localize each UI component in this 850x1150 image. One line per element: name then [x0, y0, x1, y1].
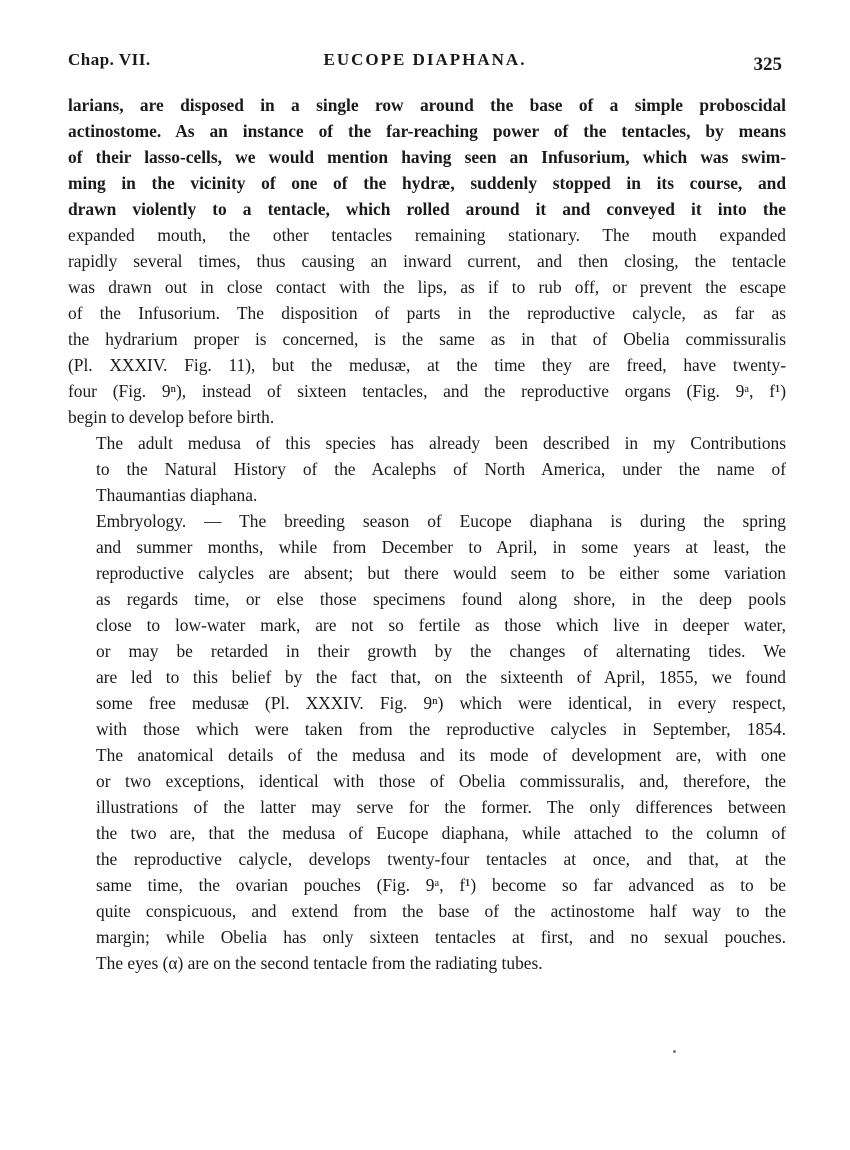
text-line: larians, are disposed in a single row around the base of a simple proboscidal	[68, 95, 786, 115]
body-text	[68, 92, 786, 976]
text-line: with those which were taken from the reproductive calycles in September, 1854.	[96, 719, 786, 739]
text-line: the two are, that the medusa of Eucope diaphana, while attached to the column of	[96, 823, 786, 843]
text-line: ming in the vicinity of one of the hydræ, suddenly stopped in its course, and	[68, 173, 786, 193]
page-number: 325	[753, 54, 782, 75]
text-line: of the Infusorium. The disposition of parts in the reproductive calycle, as far as	[68, 303, 786, 323]
stray-speck	[673, 1050, 676, 1053]
text-line: was drawn out in close contact with the lips, as if to rub off, or prevent the escape	[68, 277, 786, 297]
paragraph-3	[68, 508, 786, 976]
text-line: close to low-water mark, are not so fertile as those which live in deeper water,	[96, 615, 786, 635]
text-line: (Pl. XXXIV. Fig. 11), but the medusæ, at the time they are freed, have twenty-	[68, 355, 786, 375]
text-line: of their lasso-cells, we would mention having seen an Infusorium, which was swim-	[68, 147, 786, 167]
text-line: and summer months, while from December to April, in some years at least, the	[96, 537, 786, 557]
paragraph-2	[68, 430, 786, 508]
text-line: four (Fig. 9ⁿ), instead of sixteen tentacles, and the reproductive organs (Fig. 9ᵃ, f¹)	[68, 381, 786, 401]
text-line: as regards time, or else those specimens found along shore, in the deep pools	[96, 589, 786, 609]
text-line: the reproductive calycle, develops twenty-four tentacles at once, and that, at the	[96, 849, 786, 869]
text-line: The adult medusa of this species has already been described in my Contributions	[96, 433, 786, 453]
text-line: begin to develop before birth.	[68, 407, 275, 427]
text-line: the hydrarium proper is concerned, is the same as in that of Obelia commissuralis	[68, 329, 786, 349]
text-line: to the Natural History of the Acalephs of North America, under the name of	[96, 459, 786, 479]
text-line: illustrations of the latter may serve for the former. The only differences between	[96, 797, 786, 817]
chapter-label: Chap. VII.	[68, 50, 151, 69]
text-line: Thaumantias diaphana.	[96, 485, 258, 505]
text-line: quite conspicuous, and extend from the base of the actinostome half way to the	[96, 901, 786, 921]
text-line: actinostome. As an instance of the far-reaching power of the tentacles, by means	[68, 121, 786, 141]
text-line: same time, the ovarian pouches (Fig. 9ᵃ, f¹) become so far advanced as to be	[96, 875, 786, 895]
text-line: are led to this belief by the fact that, on the sixteenth of April, 1855, we found	[96, 667, 786, 687]
text-line: Embryology. — The breeding season of Eucope diaphana is during the spring	[96, 511, 786, 531]
text-line: rapidly several times, thus causing an inward current, and then closing, the tentacle	[68, 251, 786, 271]
text-line: reproductive calycles are absent; but there would seem to be either some variation	[96, 563, 786, 583]
running-header	[68, 48, 782, 78]
running-title: EUCOPE DIAPHANA.	[323, 50, 527, 69]
paragraph-1	[68, 92, 786, 430]
text-line: or two exceptions, identical with those of Obelia commissuralis, and, therefore, the	[96, 771, 786, 791]
text-line: or may be retarded in their growth by the changes of alternating tides. We	[96, 641, 786, 661]
text-line: The eyes (α) are on the second tentacle from the radiating tubes.	[96, 953, 543, 973]
text-line: expanded mouth, the other tentacles remaining stationary. The mouth expanded	[68, 225, 786, 245]
text-line: some free medusæ (Pl. XXXIV. Fig. 9ⁿ) which were identical, in every respect,	[96, 693, 786, 713]
text-line: The anatomical details of the medusa and its mode of development are, with one	[96, 745, 786, 765]
text-line: drawn violently to a tentacle, which rolled around it and conveyed it into the	[68, 199, 786, 219]
text-line: margin; while Obelia has only sixteen tentacles at first, and no sexual pouches.	[96, 927, 786, 947]
